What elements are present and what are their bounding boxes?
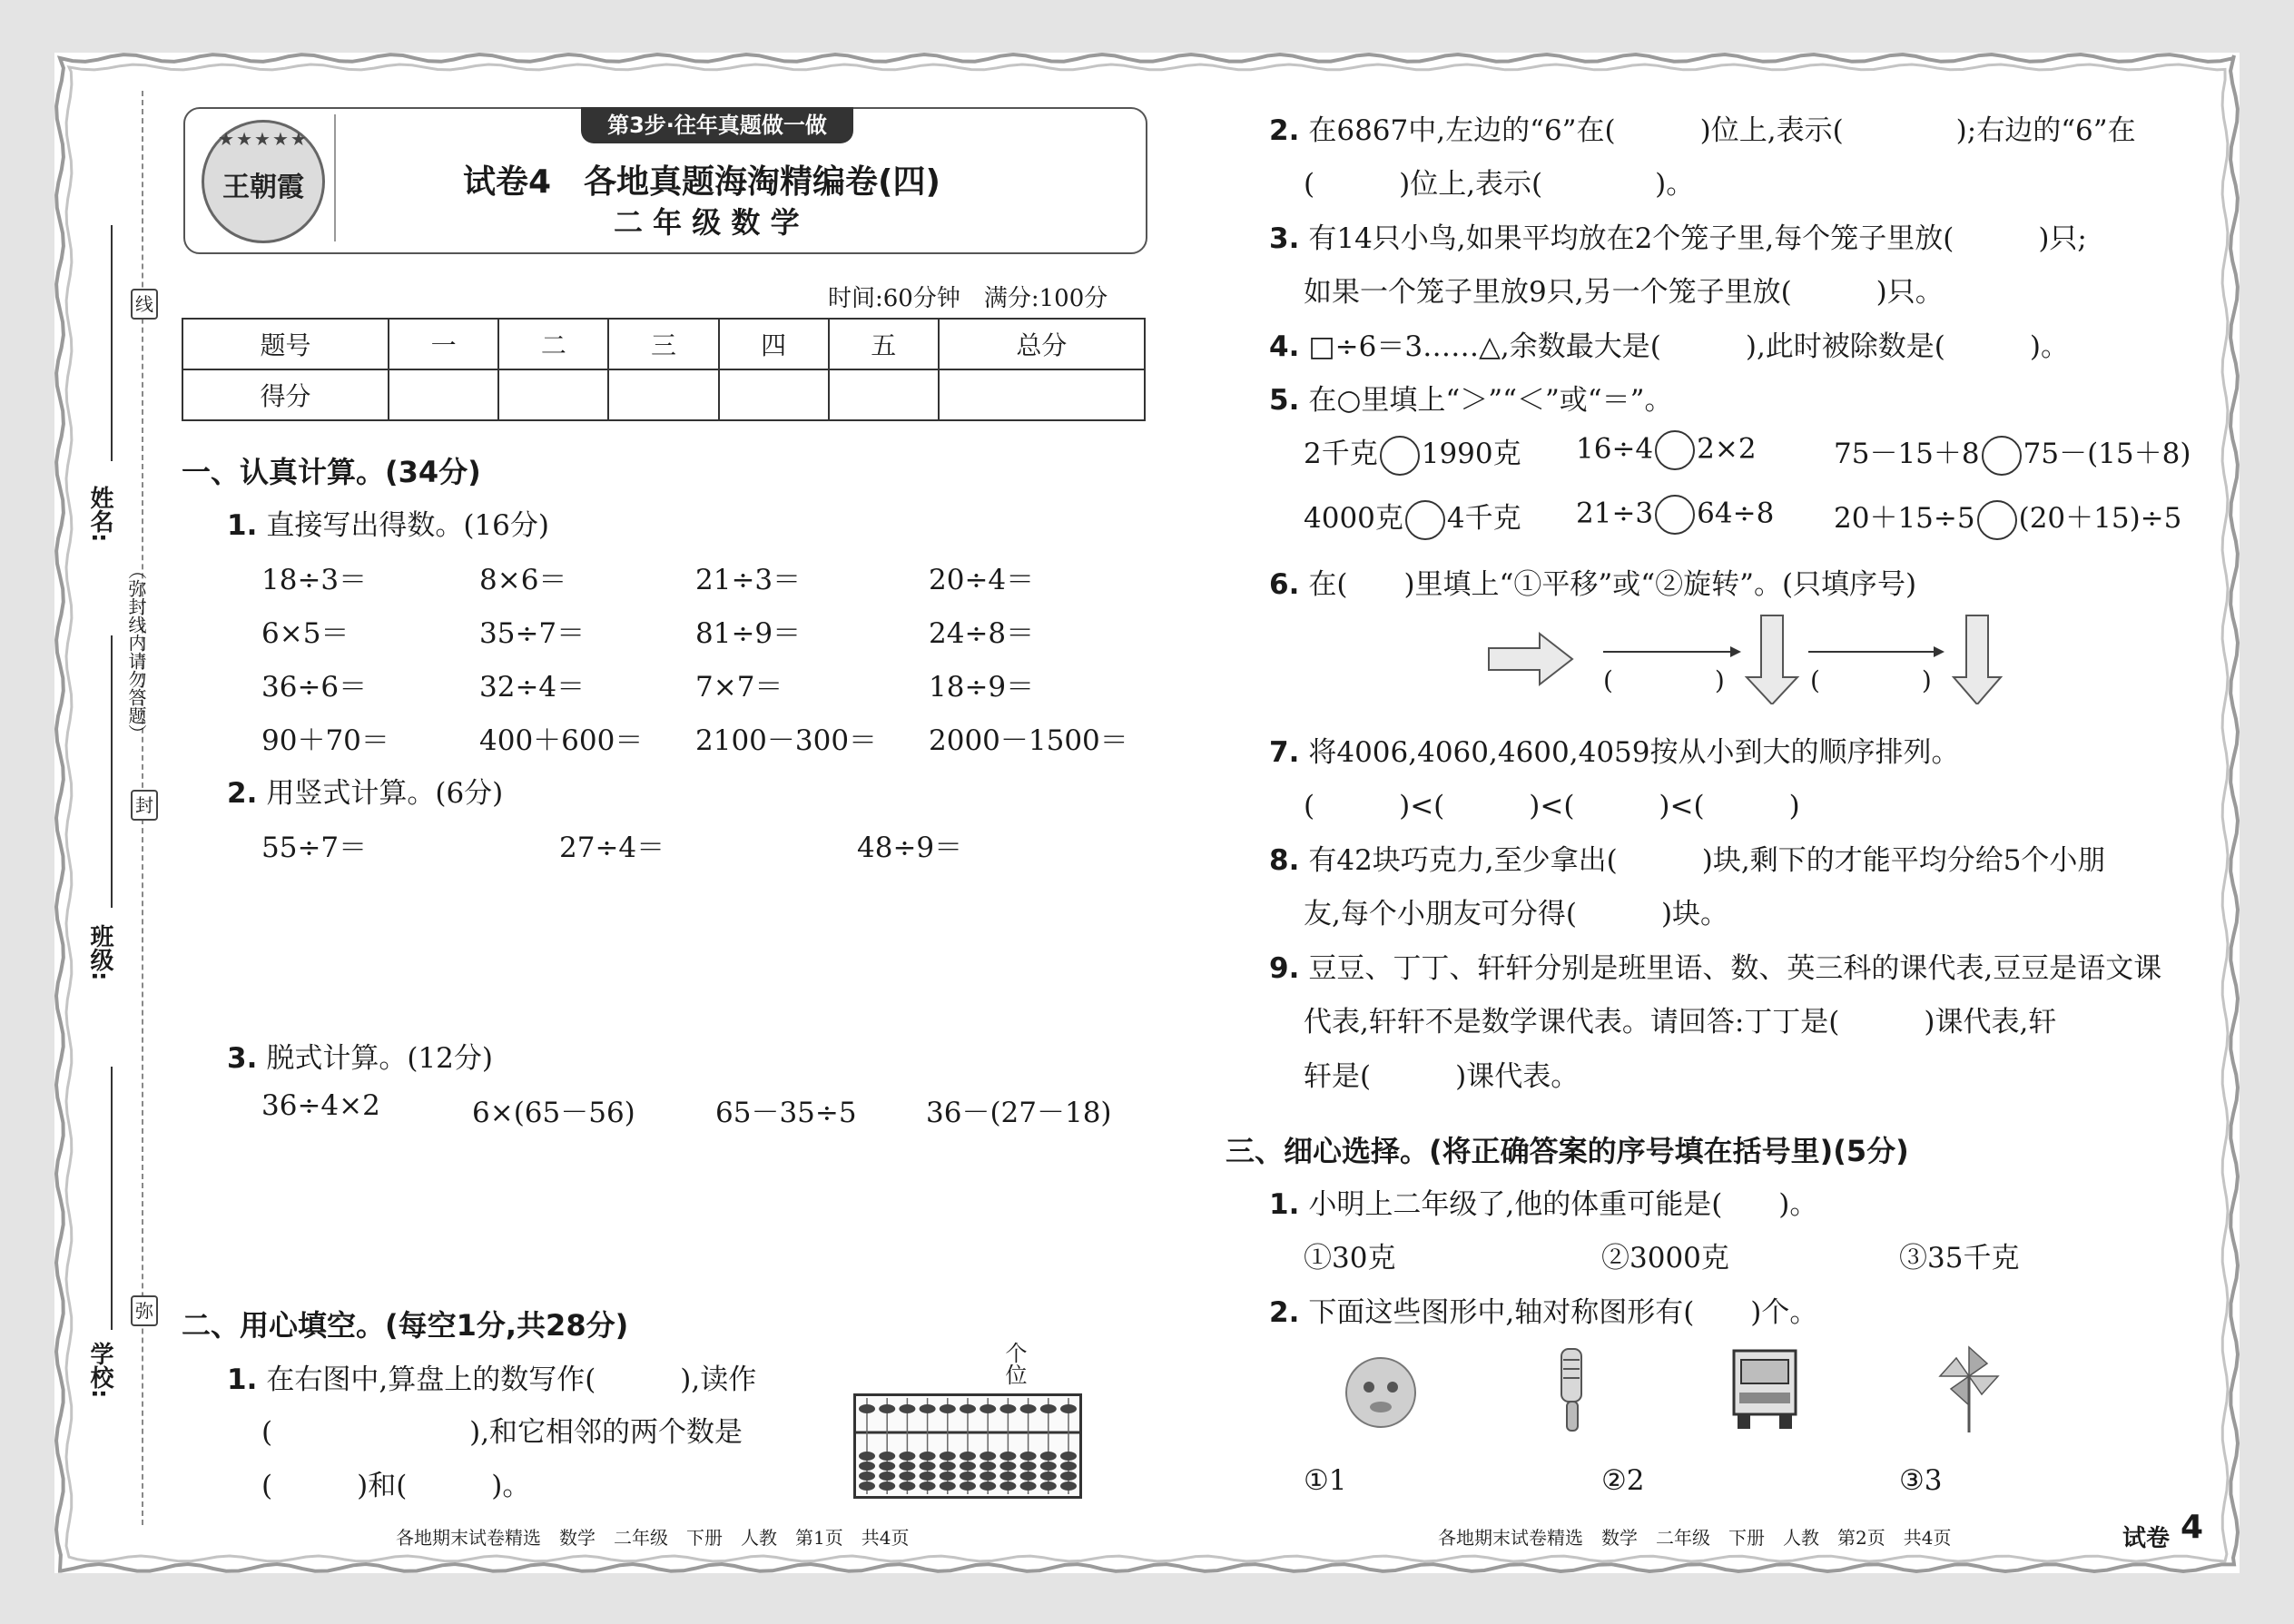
answer-blank[interactable]: ( ) — [1603, 665, 1725, 695]
score-header: 一 — [389, 319, 498, 369]
section3-title: 三、细心选择。(将正确答案的序号填在括号里)(5分) — [1226, 1134, 1909, 1168]
stepwise-calc: 6×(65－56) — [472, 1097, 635, 1129]
binding-char-line: 线 — [131, 289, 158, 320]
score-header: 二 — [498, 319, 608, 369]
time-info: 时间:60分钟 满分:100分 — [828, 285, 1108, 312]
score-header: 总分 — [939, 319, 1145, 369]
question-number: 3. — [227, 1042, 258, 1075]
oral-calc: 7×7＝ — [695, 671, 783, 704]
binding-char-seal2: 弥 — [131, 1295, 158, 1326]
vertical-calc: 48÷9＝ — [857, 832, 963, 864]
oral-calc: 32÷4＝ — [479, 671, 586, 704]
binding-note: （弥封线内请勿答题） — [125, 561, 147, 743]
question-number: 1. — [227, 1363, 258, 1396]
s2-q3-line1 — [1269, 215, 2087, 256]
s2-q2-line2: ( )位上,表示( )。 — [1304, 168, 1695, 201]
score-row-label: 得分 — [182, 369, 389, 420]
question-number: 1. — [1269, 1188, 1300, 1221]
oral-calc: 20÷4＝ — [929, 564, 1035, 596]
question-number: 2. — [1269, 114, 1300, 147]
name-field-line — [111, 225, 113, 461]
s2-q1-line1 — [227, 1356, 756, 1397]
header-divider — [334, 114, 336, 241]
footer-badge-number: 4 — [2181, 1509, 2204, 1546]
question-number: 8. — [1269, 844, 1300, 877]
score-cell[interactable] — [608, 369, 718, 420]
question-text: 豆豆、丁丁、轩轩分别是班里语、数、英三科的课代表,豆豆是语文课 — [1308, 952, 2162, 985]
name-label: 姓名: — [86, 486, 113, 543]
oral-calc: 21÷3＝ — [695, 564, 802, 596]
s2-q4 — [1269, 323, 2069, 364]
score-cell[interactable] — [939, 369, 1145, 420]
s2-q5 — [1269, 377, 1673, 418]
question-number: 9. — [1269, 952, 1300, 985]
s2-q7-answer: ( )<( )<( )<( ) — [1304, 790, 1800, 822]
abacus-icon — [853, 1393, 1082, 1499]
truck-icon — [1730, 1347, 1799, 1431]
compare-item: 4000克 4千克 — [1304, 495, 1521, 540]
question-text: 在( )里填上“①平移”或“②旋转”。(只填序号) — [1308, 568, 1917, 601]
paper-title: 试卷4 各地真题海淘精编卷(四) — [463, 163, 940, 201]
compare-item: 16÷4 2×2 — [1576, 430, 1757, 470]
oral-calc: 18÷9＝ — [929, 671, 1035, 704]
score-cell[interactable] — [719, 369, 829, 420]
choice-option: ②3000克 — [1601, 1242, 1729, 1275]
face-icon — [1340, 1351, 1422, 1432]
question-text: □÷6＝3……△,余数最大是( ),此时被除数是( )。 — [1308, 330, 2069, 363]
s2-q8-line1 — [1269, 837, 2105, 878]
score-header: 三 — [608, 319, 718, 369]
stepwise-calc: 36－(27－18) — [926, 1097, 1112, 1129]
choice-option: ③3 — [1899, 1464, 1943, 1497]
school-field-line — [111, 1067, 113, 1330]
answer-blank[interactable]: ( ) — [1810, 665, 1932, 695]
question-number: 2. — [227, 777, 258, 810]
down-arrow-icon — [1954, 615, 2001, 704]
score-table — [182, 318, 1146, 421]
question-text: 下面这些图形中,轴对称图形有( )个。 — [1308, 1296, 1818, 1329]
compare-circle[interactable] — [1655, 495, 1695, 535]
vertical-calc: 27÷4＝ — [559, 832, 665, 864]
vertical-calc: 55÷7＝ — [261, 832, 368, 864]
oral-calc: 35÷7＝ — [479, 617, 586, 650]
score-cell[interactable] — [829, 369, 939, 420]
question-text: 在6867中,左边的“6”在( )位上,表示( );右边的“6”在 — [1308, 114, 2136, 147]
question-text: 在○里填上“＞”“＜”或“＝”。 — [1308, 384, 1673, 417]
s2-q9-line3: 轩是( )课代表。 — [1304, 1060, 1580, 1093]
question-text: 直接写出得数。(16分) — [266, 509, 549, 542]
choice-option: ①1 — [1304, 1464, 1347, 1497]
question-number: 3. — [1269, 222, 1300, 255]
oral-calc: 81÷9＝ — [695, 617, 802, 650]
pinwheel-icon — [1937, 1343, 2001, 1434]
score-cell[interactable] — [389, 369, 498, 420]
compare-item: 21÷3 64÷8 — [1576, 495, 1774, 535]
question-number: 1. — [227, 509, 258, 542]
stepwise-calc: 36÷4×2 — [261, 1089, 380, 1122]
s2-q3-line2: 如果一个笼子里放9只,另一个笼子里放( )只。 — [1304, 276, 1944, 309]
class-label: 班级: — [86, 924, 113, 981]
logo-text: 王朝霞 — [222, 172, 304, 203]
choice-option: ③35千克 — [1899, 1242, 2020, 1275]
oral-calc: 24÷8＝ — [929, 617, 1035, 650]
footer-left: 各地期末试卷精选 数学 二年级 下册 人教 第1页 共4页 — [396, 1527, 910, 1549]
s2-q1-line3: ( )和( )。 — [261, 1470, 531, 1502]
choice-option: ②2 — [1601, 1464, 1645, 1497]
comb-icon — [1554, 1345, 1590, 1436]
question-number: 7. — [1269, 736, 1300, 769]
abacus-label: 个位 — [1001, 1342, 1027, 1385]
oral-calc: 18÷3＝ — [261, 564, 368, 596]
right-arrow-icon — [1489, 634, 1572, 684]
question-number: 6. — [1269, 568, 1300, 601]
oral-calc: 400＋600＝ — [479, 724, 644, 757]
s3-q1 — [1269, 1181, 1817, 1222]
s2-q2-line1 — [1269, 107, 2136, 148]
s1-q2 — [227, 770, 503, 811]
score-header: 五 — [829, 319, 939, 369]
s2-q1-line2: ( ),和它相邻的两个数是 — [261, 1416, 743, 1449]
footer-right: 各地期末试卷精选 数学 二年级 下册 人教 第2页 共4页 — [1438, 1527, 1952, 1549]
section1-title: 一、认真计算。(34分) — [182, 455, 481, 489]
question-text: 在右图中,算盘上的数写作( ),读作 — [266, 1363, 757, 1396]
score-header: 题号 — [182, 319, 389, 369]
question-number: 5. — [1269, 384, 1300, 417]
compare-circle[interactable] — [1380, 436, 1420, 476]
binding-char-seal: 封 — [131, 790, 158, 821]
oral-calc: 2000－1500＝ — [929, 724, 1128, 757]
school-label: 学校: — [86, 1342, 113, 1399]
stepwise-calc: 65－35÷5 — [715, 1097, 857, 1129]
s3-q2 — [1269, 1289, 1817, 1330]
question-text: 有14只小鸟,如果平均放在2个笼子里,每个笼子里放( )只; — [1308, 222, 2087, 255]
compare-circle[interactable] — [1655, 430, 1695, 470]
oral-calc: 8×6＝ — [479, 564, 567, 596]
s1-q1 — [227, 502, 549, 543]
oral-calc: 2100－300＝ — [695, 724, 878, 757]
footer-badge-label: 试卷 — [2122, 1525, 2171, 1552]
question-text: 有42块巧克力,至少拿出( )块,剩下的才能平均分给5个小朋 — [1308, 844, 2106, 877]
s2-q7 — [1269, 729, 1960, 770]
compare-item: 2千克 1990克 — [1304, 430, 1521, 476]
stars-icon: ★★★★★ — [218, 128, 309, 150]
s2-q9-line2: 代表,轩轩不是数学课代表。请回答:丁丁是( )课代表,轩 — [1304, 1006, 2057, 1038]
compare-circle[interactable] — [1405, 500, 1445, 540]
paper-subtitle: 二 年 级 数 学 — [614, 205, 800, 240]
oral-calc: 36÷6＝ — [261, 671, 368, 704]
brand-logo — [202, 120, 325, 243]
step-tab: 第3步·往年真题做一做 — [581, 107, 853, 143]
score-header: 四 — [719, 319, 829, 369]
class-field-line — [111, 635, 113, 908]
horizontal-arrow-icon — [1603, 646, 1741, 657]
s2-q8-line2: 友,每个小朋友可分得( )块。 — [1304, 898, 1729, 930]
question-number: 2. — [1269, 1296, 1300, 1329]
oral-calc: 90＋70＝ — [261, 724, 389, 757]
s2-q6 — [1269, 561, 1916, 602]
question-text: 小明上二年级了,他的体重可能是( )。 — [1308, 1188, 1818, 1221]
question-text: 将4006,4060,4600,4059按从小到大的顺序排列。 — [1308, 736, 1960, 769]
compare-item: 20＋15÷5 (20＋15)÷5 — [1834, 495, 2181, 540]
oral-calc: 6×5＝ — [261, 617, 350, 650]
choice-option: ①30克 — [1304, 1242, 1396, 1275]
compare-item: 75－15＋8 75－(15＋8) — [1834, 430, 2191, 476]
question-text: 用竖式计算。(6分) — [266, 777, 504, 810]
score-cell[interactable] — [498, 369, 608, 420]
question-text: 脱式计算。(12分) — [266, 1042, 493, 1075]
compare-circle[interactable] — [1982, 436, 2022, 476]
s2-q9-line1 — [1269, 945, 2161, 986]
compare-circle[interactable] — [1977, 500, 2017, 540]
section2-title: 二、用心填空。(每空1分,共28分) — [182, 1308, 629, 1343]
horizontal-arrow-icon — [1808, 646, 1944, 657]
down-arrow-icon — [1747, 615, 1797, 704]
s1-q3 — [227, 1035, 493, 1076]
question-number: 4. — [1269, 330, 1300, 363]
